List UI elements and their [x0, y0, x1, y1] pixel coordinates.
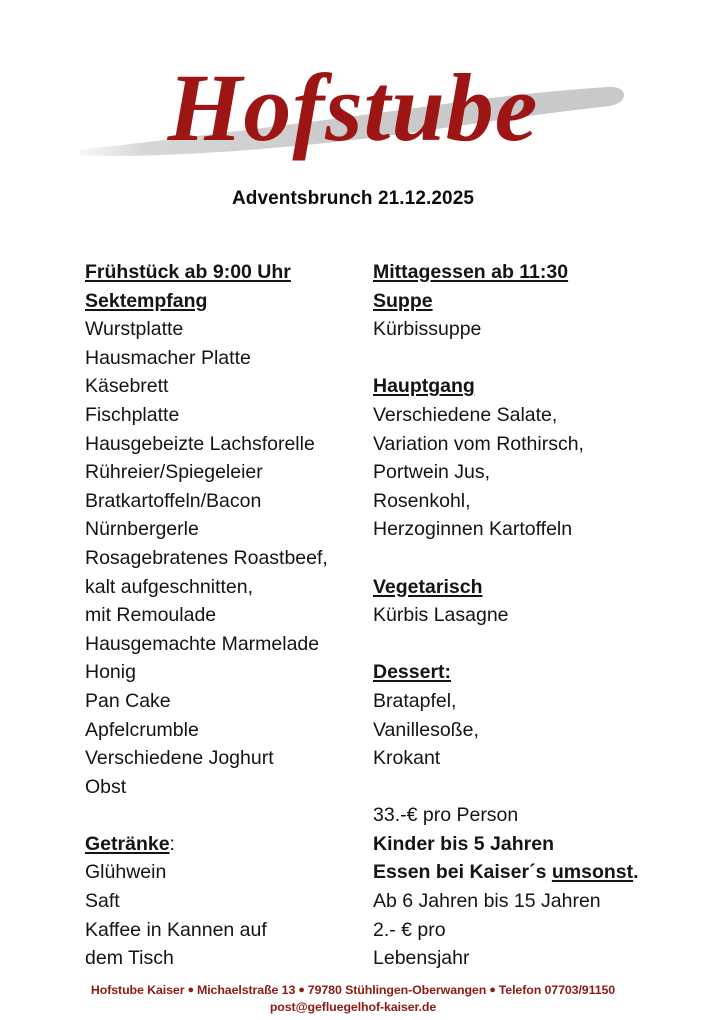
footer-contact-line [0, 982, 706, 999]
breakfast-heading: Getränke: [85, 830, 367, 859]
lunch-item: Rosenkohl, [373, 489, 471, 512]
breakfast-column [85, 258, 367, 973]
lunch-item: Bratapfel, [373, 689, 457, 712]
price-note-suffix: . [633, 861, 639, 884]
footer-email-line [0, 999, 706, 1016]
logo-header [0, 54, 706, 174]
breakfast-item: Saft [85, 890, 120, 913]
lunch-item: Krokant [373, 747, 441, 770]
lunch-item: Kürbis Lasagne [373, 604, 509, 627]
breakfast-item: Obst [85, 775, 127, 798]
breakfast-item: Bratkartoffeln/Bacon [85, 489, 262, 512]
breakfast-item: Rosagebratenes Roastbeef, [85, 546, 328, 569]
menu-spacer [373, 344, 663, 373]
logo-wordmark-text: Hofstube [167, 54, 539, 161]
lunch-heading: Dessert: [373, 661, 452, 684]
lunch-item: Ab 6 Jahren bis 15 Jahren [373, 890, 601, 913]
breakfast-item: Pan Cake [85, 689, 171, 712]
breakfast-item: Käsebrett [85, 375, 169, 398]
footer [0, 982, 706, 1015]
footer-city: 79780 Stühlingen-Oberwangen [307, 983, 487, 997]
breakfast-item: Apfelcrumble [85, 718, 199, 741]
breakfast-item: Hausgemachte Marmelade [85, 632, 320, 655]
lunch-item: Portwein Jus, [373, 461, 491, 484]
lunch-heading: Suppe [373, 289, 433, 312]
lunch-item: Verschiedene Salate, [373, 403, 558, 426]
breakfast-item: kalt aufgeschnitten, [85, 575, 254, 598]
menu-spacer [373, 544, 663, 573]
breakfast-item: Nürnbergerle [85, 518, 199, 541]
heading-punctuation: : [169, 832, 175, 855]
lunch-item: Kürbissuppe [373, 318, 482, 341]
breakfast-item: mit Remoulade [85, 604, 217, 627]
lunch-emphasis-line [373, 858, 663, 887]
breakfast-item: Kaffee in Kannen auf [85, 918, 267, 941]
lunch-emphasis-line: Kinder bis 5 Jahren [373, 832, 554, 855]
lunch-item: Variation vom Rothirsch, [373, 432, 584, 455]
lunch-heading: Mittagessen ab 11:30 [373, 261, 569, 283]
breakfast-item: Rühreier/Spiegeleier [85, 461, 263, 484]
breakfast-item: Fischplatte [85, 403, 180, 426]
breakfast-item: Honig [85, 661, 136, 684]
footer-phone: Telefon 07703/91150 [498, 983, 616, 997]
menu-spacer [373, 630, 663, 659]
menu-spacer [85, 801, 367, 830]
breakfast-heading: Frühstück ab 9:00 Uhr [85, 261, 291, 283]
logo-graphic [0, 54, 706, 174]
breakfast-item: Hausgebeizte Lachsforelle [85, 432, 315, 455]
breakfast-item: Glühwein [85, 861, 167, 884]
footer-business: Hofstube Kaiser [90, 983, 185, 997]
footer-email: post@gefluegelhof-kaiser.de [269, 999, 437, 1014]
footer-separator-icon: ● [298, 984, 305, 996]
price-note-prefix: Essen bei Kaiser´s [373, 861, 552, 884]
lunch-item: Vanillesoße, [373, 718, 479, 741]
page-title: Adventsbrunch 21.12.2025 [231, 188, 475, 209]
lunch-item: 33.-€ pro Person [373, 804, 519, 827]
menu-columns [0, 258, 706, 968]
breakfast-heading: Sektempfang [85, 289, 208, 312]
breakfast-item: Wurstplatte [85, 318, 184, 341]
lunch-item: 2.- € pro [373, 918, 446, 941]
lunch-item: Herzoginnen Kartoffeln [373, 518, 573, 541]
lunch-heading: Vegetarisch [373, 575, 483, 598]
breakfast-item: Verschiedene Joghurt [85, 747, 274, 770]
breakfast-item: dem Tisch [85, 947, 174, 970]
price-note-highlight: umsonst [551, 861, 634, 884]
footer-street: Michaelstraße 13 [196, 983, 296, 997]
lunch-column [373, 258, 663, 973]
footer-separator-icon: ● [489, 984, 496, 996]
menu-spacer [373, 773, 663, 802]
lunch-item: Lebensjahr [373, 947, 470, 970]
breakfast-item: Hausmacher Platte [85, 346, 251, 369]
footer-separator-icon: ● [187, 984, 194, 996]
lunch-heading: Hauptgang [373, 375, 475, 398]
